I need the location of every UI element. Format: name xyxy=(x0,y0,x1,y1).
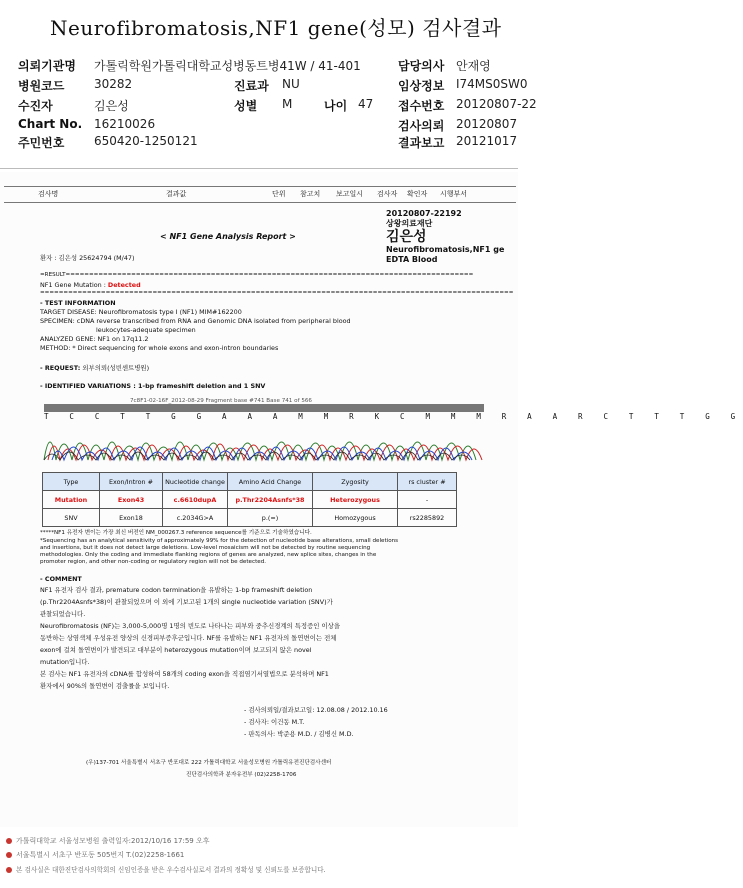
tab-reference[interactable]: 참고치 xyxy=(300,190,321,198)
page-title: Neurofibromatosis,NF1 gene(성모) 검사결과 xyxy=(50,16,502,40)
col-type: Type xyxy=(43,473,100,491)
test-name: Neurofibromatosis,NF1 ge xyxy=(386,245,505,254)
cell-zygosity: Homozygous xyxy=(313,509,398,527)
result-rule-2: ===================================================================================================== xyxy=(40,290,514,296)
footer-text-3: 본 검사실은 대한진단검사의학회의 신임인증을 받은 우수검사실로서 결과의 정확성 및 신뢰도를 보증합니다. xyxy=(16,866,326,874)
tab-confirmer[interactable]: 확인자 xyxy=(407,190,428,198)
label-doctor: 담당의사 xyxy=(398,59,445,73)
header-divider xyxy=(0,168,518,169)
cell-rs-cluster: rs2285892 xyxy=(398,509,457,527)
comment-line-3: 관찰되었습니다. xyxy=(40,610,86,618)
col-zygosity: Zygosity xyxy=(313,473,398,491)
tab-tester[interactable]: 검사자 xyxy=(377,190,398,198)
note-line-1: *****NF1 유전자 변이는 가장 최신 버전인 NM_000267.3 reference sequence를 기준으로 기술하였습니다. xyxy=(40,530,312,536)
cell-type: Mutation xyxy=(43,491,100,509)
cell-exon: Exon43 xyxy=(100,491,163,509)
specimen-line-2: leukocytes-adequate specimen xyxy=(96,326,196,334)
variant-table xyxy=(42,472,457,527)
comment-line-7: mutation입니다. xyxy=(40,658,90,666)
cell-type: SNV xyxy=(43,509,100,527)
table-row xyxy=(43,491,457,509)
label-request-date: 검사의뢰 xyxy=(398,119,445,133)
comment-heading: - COMMENT xyxy=(40,575,82,583)
signoff-physician: - 판독의사: 박준용 M.D. / 김병신 M.D. xyxy=(244,730,354,738)
accession-number: 20120807-22192 xyxy=(386,209,462,218)
comment-line-8: 본 검사는 NF1 유전자의 cDNA를 합성하여 58개의 coding exon을 직접염기서열법으로 분석하며 NF1 xyxy=(40,670,329,678)
label-sex: 성별 xyxy=(234,99,258,113)
value-doctor: 안재영 xyxy=(456,59,491,73)
cell-nucleotide: c.6610dupA xyxy=(163,491,228,509)
value-patient: 김은성 xyxy=(94,99,129,113)
col-exon: Exon/Intron # xyxy=(100,473,163,491)
mutation-value: Detected xyxy=(107,281,141,289)
chromatogram-header-bar xyxy=(44,404,484,412)
value-receipt-no: 20120807-22 xyxy=(456,97,537,111)
analyzed-gene: ANALYZED GENE: NF1 on 17q11.2 xyxy=(40,335,149,343)
comment-line-4: Neurofibromatosis (NF)는 3,000-5,000명 1명의 빈도로 나타나는 피부와 중추신경계의 특정증인 이상을 xyxy=(40,622,340,630)
request-value: 외부의뢰(성빈센트병원) xyxy=(82,364,150,372)
cell-rs-cluster: - xyxy=(398,491,457,509)
label-report-date: 결과보고 xyxy=(398,136,445,150)
method: METHOD: * Direct sequencing for whole exons and exon-intron boundaries xyxy=(40,344,279,352)
organization: 상왕의료재단 xyxy=(386,219,433,228)
signoff-dates: - 검사의뢰일/결과보고일: 12.08.08 / 2012.10.16 xyxy=(244,706,388,714)
header-row-2 xyxy=(18,77,528,95)
label-resident-no: 주민번호 xyxy=(18,136,65,150)
header-row-1 xyxy=(18,57,518,75)
col-amino-acid: Amino Acid Change xyxy=(228,473,313,491)
tab-report-time[interactable]: 보고일시 xyxy=(336,190,364,198)
chromatogram-trace xyxy=(44,420,484,462)
header-row-4 xyxy=(18,117,518,135)
note-line-2: *Sequencing has an analytical sensitivity of approximately 99% for the detection of nucleotide base alterations, small deletions xyxy=(40,538,399,544)
tab-result-value[interactable]: 결과값 xyxy=(166,190,187,198)
bullet-icon xyxy=(6,852,12,858)
signoff-tester: - 검사자: 이건동 M.T. xyxy=(244,718,305,726)
cell-amino-acid: p.Thr2204Asnfs*38 xyxy=(228,491,313,509)
cell-amino-acid: p.(=) xyxy=(228,509,313,527)
note-line-4: methodologies. Only the coding and immediate flanking regions of genes are analyzed, new splice sites, changes in the xyxy=(40,552,377,558)
label-patient: 수진자 xyxy=(18,99,53,113)
note-line-3: and insertions, but it does not detect large deletions. Low-level mosaicism will not be detected by routine sequencing xyxy=(40,545,371,551)
comment-line-2: (p.Thr2204Asnfs*38)이 관찰되었으며 이 외에 기보고된 1개의 single nucleotide variation (SNV)가 xyxy=(40,598,333,606)
footer-line-1 xyxy=(6,836,210,846)
table-row xyxy=(43,509,457,527)
bullet-icon xyxy=(6,867,12,873)
cell-exon: Exon18 xyxy=(100,509,163,527)
tab-department[interactable]: 시행부서 xyxy=(440,190,468,198)
tab-unit[interactable]: 단위 xyxy=(272,190,286,198)
address-line-2: 진단검사의학과 분자유전부 (02)2258-1706 xyxy=(186,772,297,778)
value-resident-no: 650420-1250121 xyxy=(94,134,198,148)
patient-line: 환자 : 김은성 25624794 (M/47) xyxy=(40,254,135,262)
col-nucleotide: Nucleotide change xyxy=(163,473,228,491)
mutation-label: NF1 Gene Mutation : xyxy=(40,281,108,289)
specimen-line-1: SPECIMEN: cDNA reverse transcribed from RNA and Genomic DNA isolated from peripheral blood xyxy=(40,317,351,325)
tab-test-name[interactable]: 검사명 xyxy=(38,190,59,198)
col-rs-cluster: rs cluster # xyxy=(398,473,457,491)
value-age: 47 xyxy=(358,97,374,111)
identified-heading: - IDENTIFIED VARIATIONS : 1-bp frameshift deletion and 1 SNV xyxy=(40,382,266,390)
value-request-date: 20120807 xyxy=(456,117,518,131)
footer-line-2 xyxy=(6,850,184,860)
footer-line-3 xyxy=(6,864,326,874)
request-label: - REQUEST: xyxy=(40,364,81,372)
value-department: NU xyxy=(282,77,300,91)
specimen-type: EDTA Blood xyxy=(386,255,438,264)
comment-line-5: 동반하는 상염색체 우성유전 양상의 신경피부증후군입니다. NF를 유발하는 NF1 유전자의 돌연변이는 전체 xyxy=(40,634,337,642)
chromatogram-header: 7c8F1-02-16F_2012-08-29 Fragment base #741 Base 741 of 566 xyxy=(130,398,312,404)
address-line-1: (우)137-701 서울특별시 서초구 반포대로 222 가톨릭대학교 서울성모병원 가톨릭유전진단검사센터 xyxy=(86,760,332,766)
test-info-heading: - TEST INFORMATION xyxy=(40,299,116,307)
footer-text-1: 가톨릭대학교 서울성모병원 출력일자:2012/10/16 17:59 오후 xyxy=(16,837,210,845)
comment-line-1: NF1 유전자 검사 결과, premature codon termination을 유발하는 1-bp frameshift deletion xyxy=(40,586,313,594)
chromatogram-bases: T C C T T G G A A A M M R K C M M M R A A R C T T T G G xyxy=(44,412,743,421)
label-age: 나이 xyxy=(324,99,348,113)
patient-box xyxy=(386,209,504,265)
bullet-icon xyxy=(6,838,12,844)
label-department: 진료과 xyxy=(234,79,269,93)
request-line xyxy=(40,364,149,373)
variant-table-header xyxy=(43,473,457,491)
value-report-date: 20121017 xyxy=(456,134,518,148)
label-institution: 의뢰기관명 xyxy=(18,59,76,73)
value-chart-no: 16210026 xyxy=(94,117,156,131)
tab-rule-bottom xyxy=(4,202,516,203)
value-hospital-code: 30282 xyxy=(94,77,133,91)
cell-nucleotide: c.2034G>A xyxy=(163,509,228,527)
report-heading: < NF1 Gene Analysis Report > xyxy=(160,232,296,241)
comment-line-9: 환자에서 90%의 돌연변이 검출률을 보입니다. xyxy=(40,682,170,690)
result-rule: =RESULT======================================================================================= xyxy=(40,272,474,278)
result-tab-bar xyxy=(0,186,518,202)
footer-text-2: 서울특별시 서초구 반포동 505번지 T.(02)2258-1661 xyxy=(16,851,185,859)
header-row-5 xyxy=(18,134,518,152)
header-row-3 xyxy=(18,97,537,115)
value-sex: M xyxy=(282,97,293,111)
mutation-line xyxy=(40,281,141,290)
value-institution: 가톨릭학원가톨릭대학교성병동트병41W / 41-401 xyxy=(94,59,361,73)
label-chart-no: Chart No. xyxy=(18,117,83,131)
label-clinical-info: 임상정보 xyxy=(398,79,445,93)
label-hospital-code: 병원코드 xyxy=(18,79,65,93)
patient-name: 김은성 xyxy=(386,229,427,245)
target-disease: TARGET DISEASE: Neurofibromatosis type I (NF1) MIM#162200 xyxy=(40,308,242,316)
cell-zygosity: Heterozygous xyxy=(313,491,398,509)
value-clinical-info: I74MS0SW0 xyxy=(456,77,528,91)
note-line-5: promoter region, and other non-coding or regulatory region will not be detected. xyxy=(40,559,267,565)
label-receipt-no: 접수번호 xyxy=(398,99,445,113)
comment-line-6: exon에 걸쳐 돌연변이가 발견되고 대부분이 heterozygous mutation이며 보고되지 않은 novel xyxy=(40,646,312,654)
